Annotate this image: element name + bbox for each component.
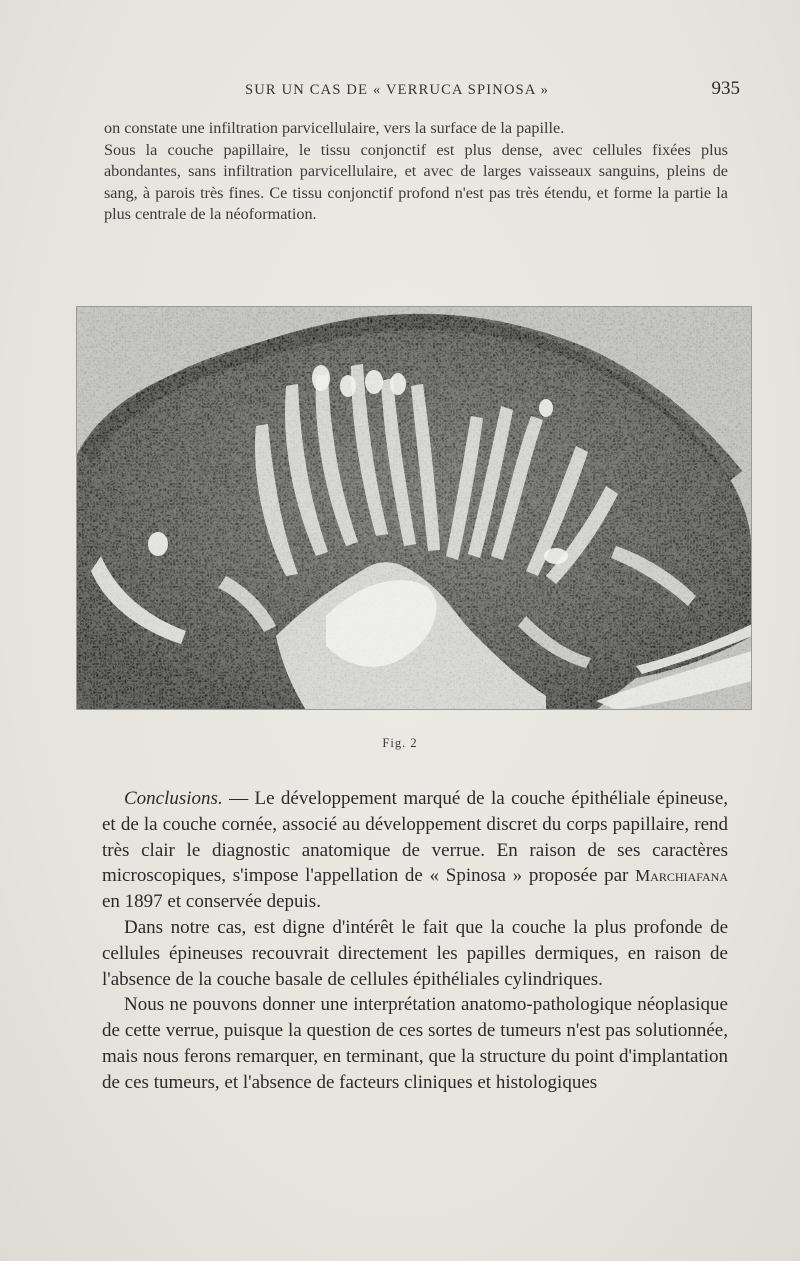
paragraph-continuation: on constate une infiltration parvicellulaire, vers la surface de la papille. xyxy=(104,119,565,137)
running-title: SUR UN CAS DE « VERRUCA SPINOSA » xyxy=(245,82,550,98)
author-name: Marchiafana xyxy=(635,866,728,886)
page-number: 935 xyxy=(711,78,740,99)
figure-caption: Fig. 2 xyxy=(382,736,418,750)
conclusions-end: en 1897 et conservée depuis. xyxy=(102,891,321,913)
top-paragraphs xyxy=(104,118,728,226)
conclusions-text: — Le développement marqué de la couche épithéliale épineuse, et de la couche cornée, associé au développement discret du corps papillaire, rend très clair le diagnostic anatomique de verrue. En raison de ses caractères microscopiques, s'impose l'appellation de « Spinosa » proposée par xyxy=(102,788,728,887)
histology-photograph xyxy=(76,306,752,710)
paragraph-conclusions xyxy=(102,786,728,915)
paragraph-interpretation: Nous ne pouvons donner une interprétation anatomo-pathologique néoplasique de cette verrue, puisque la question de ces sortes de tumeurs n'est pas solutionnée, mais nous ferons remarquer, en terminant, que la structure du point d'implantation de ces tumeurs, et l'absence de facteurs cliniques et histologiques xyxy=(102,994,728,1093)
conclusions-heading: Conclusions. xyxy=(124,788,223,809)
body-text xyxy=(102,786,728,1096)
micrograph-image xyxy=(76,306,752,710)
paragraph-tissu-conjonctif: Sous la couche papillaire, le tissu conjonctif est plus dense, avec cellules fixées plus abondantes, sans infiltration parvicellulaire, et avec de larges vaisseaux sanguins, pleins de sang, à parois très fines. Ce tissu conjonctif profond n'est pas très étendu, et forme la partie la plus centrale de la néoformation. xyxy=(104,140,728,223)
paragraph-notre-cas: Dans notre cas, est digne d'intérêt le fait que la couche la plus profonde de cellules épineuses recouvrait directement les papilles dermiques, en raison de l'absence de la couche basale de cellules épithéliales cylindriques. xyxy=(102,916,728,990)
running-head xyxy=(100,80,740,102)
